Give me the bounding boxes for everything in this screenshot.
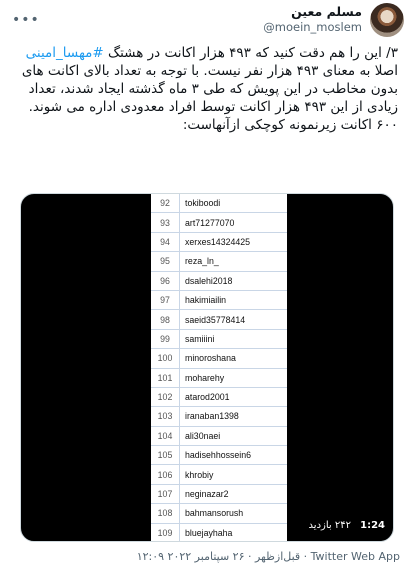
account-name: minoroshana xyxy=(185,353,236,364)
row-number: 103 xyxy=(151,407,180,425)
row-number: 104 xyxy=(151,427,180,445)
row-number: 92 xyxy=(151,194,180,212)
table-row xyxy=(151,194,287,213)
row-number: 109 xyxy=(151,524,180,542)
table-row xyxy=(151,369,287,388)
account-name: hadisehhossein6 xyxy=(185,450,252,461)
account-name: reza_ln_ xyxy=(185,256,219,267)
table-row xyxy=(151,291,287,310)
table-row xyxy=(151,504,287,523)
table-row xyxy=(151,213,287,232)
account-name: ali30naei xyxy=(185,430,221,441)
account-name: bahmansorush xyxy=(185,508,244,519)
row-number: 108 xyxy=(151,504,180,522)
row-number: 106 xyxy=(151,465,180,483)
row-number: 100 xyxy=(151,349,180,367)
table-row xyxy=(151,272,287,291)
table-row xyxy=(151,252,287,271)
table-row xyxy=(151,465,287,484)
row-number: 101 xyxy=(151,369,180,387)
more-options-icon[interactable]: ••• xyxy=(12,12,40,28)
account-name: bluejayhaha xyxy=(185,527,233,538)
account-name: art71277070 xyxy=(185,217,235,228)
tweet-author[interactable] xyxy=(263,4,362,35)
row-number: 98 xyxy=(151,310,180,328)
table-row xyxy=(151,407,287,426)
row-number: 93 xyxy=(151,213,180,231)
tweet-text xyxy=(10,44,398,134)
row-number: 102 xyxy=(151,388,180,406)
author-avatar[interactable] xyxy=(370,3,404,37)
account-name: iranaban1398 xyxy=(185,411,239,422)
account-name: atarod2001 xyxy=(185,392,230,403)
table-row xyxy=(151,349,287,368)
video-player[interactable] xyxy=(20,193,394,542)
row-number: 97 xyxy=(151,291,180,309)
view-count: ۲۴۲ بازدید xyxy=(308,520,351,531)
table-row xyxy=(151,310,287,329)
table-row xyxy=(151,485,287,504)
row-number: 107 xyxy=(151,485,180,503)
account-name: xerxes14324425 xyxy=(185,236,251,247)
table-row xyxy=(151,427,287,446)
account-name: neginazar2 xyxy=(185,489,229,500)
table-row xyxy=(151,388,287,407)
tweet-text-before: ۳/ این را هم دقت کنید که ۴۹۳ هزار اکانت در هشتگ xyxy=(103,45,398,61)
account-name: tokiboodi xyxy=(185,198,221,209)
account-name: hakimiailin xyxy=(185,295,227,306)
account-name: dsalehi2018 xyxy=(185,275,233,286)
account-name: khrobiy xyxy=(185,469,214,480)
table-row xyxy=(151,446,287,465)
account-name: moharehy xyxy=(185,372,225,383)
account-name: saeid35778414 xyxy=(185,314,246,325)
table-row xyxy=(151,524,287,542)
table-row xyxy=(151,330,287,349)
row-number: 95 xyxy=(151,252,180,270)
row-number: 96 xyxy=(151,272,180,290)
hashtag-link[interactable]: #مهسا_امینی xyxy=(25,45,104,61)
tweet-meta: ۱۲:۰۹ قبل‌ازظهر · ۲۶ سپتامبر ۲۰۲۲ · Twitter Web App xyxy=(136,550,400,563)
account-name: samiiini xyxy=(185,333,215,344)
spreadsheet-frame xyxy=(151,194,287,541)
author-handle[interactable]: @moein_moslem xyxy=(263,20,362,34)
row-number: 94 xyxy=(151,233,180,251)
row-number: 99 xyxy=(151,330,180,348)
author-name[interactable]: مسلم معین xyxy=(291,4,362,19)
table-row xyxy=(151,233,287,252)
row-number: 105 xyxy=(151,446,180,464)
video-duration: 1:24 xyxy=(360,520,385,531)
tweet-text-after: اصلا به معنای ۴۹۳ هزار نفر نیست. با توجه به تعداد بالای اکانت های بدون مخاطب در این پویش که طی ۳ ماه گذشته ایجاد شدند، تعداد زیادی از این ۴۹۳ هزار اکانت توسط افراد معدودی اداره می شوند. ۶۰۰ اکانت زیرنمونه کوچکی ازآنهاست: xyxy=(21,63,398,133)
